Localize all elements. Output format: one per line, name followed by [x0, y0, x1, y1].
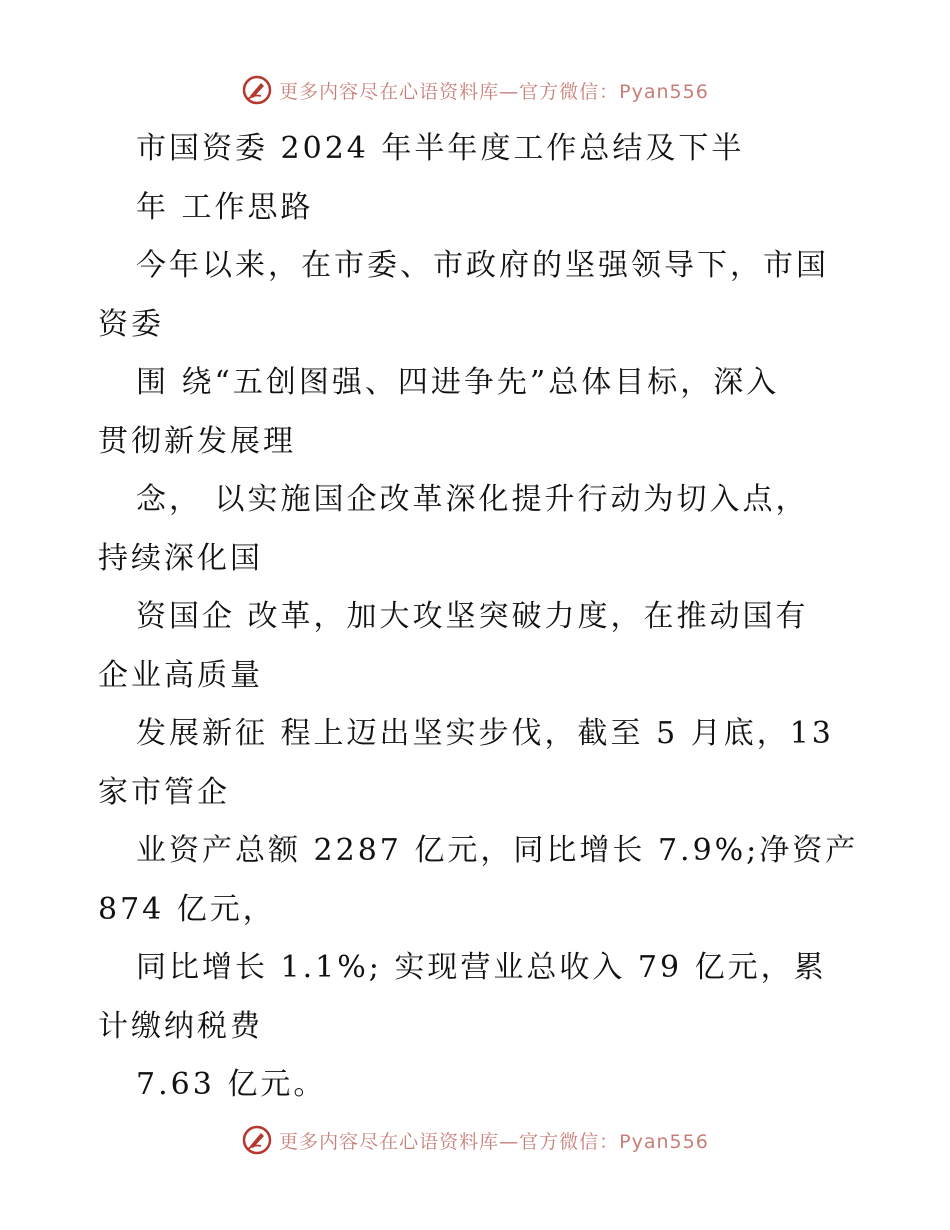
title-line-2: 年 工作思路 — [136, 189, 314, 225]
text-line: 今年以来，在市委、市政府的坚强领导下，市国 — [136, 248, 829, 283]
text-line: 念， 以实施国企改革深化提升行动为切入点， — [136, 482, 809, 517]
text-line: 资委 — [98, 306, 164, 342]
text-line: 家市管企 — [98, 774, 230, 810]
text-line: 企业高质量 — [98, 657, 263, 693]
banner-text: 更多内容尽在心语资料库—官方微信：Pyan556 — [279, 80, 709, 103]
logo-icon — [241, 74, 273, 106]
logo-icon — [241, 1124, 273, 1156]
footer-watermark-banner — [0, 1120, 950, 1160]
title-line-1: 市国资委 2024 年半年度工作总结及下半 — [136, 131, 745, 166]
text-line: 围 绕“五创图强、四进争先”总体目标，深入 — [136, 365, 780, 400]
header-watermark-banner — [0, 70, 950, 110]
text-line: 发展新征 程上迈出坚实步伐，截至 5 月底，13 — [136, 716, 834, 751]
text-line: 资国企 改革，加大攻坚突破力度，在推动国有 — [136, 599, 809, 634]
banner-text: 更多内容尽在心语资料库—官方微信：Pyan556 — [279, 1130, 709, 1153]
text-line: 874 亿元， — [98, 891, 276, 927]
text-line: 7.63 亿元。 — [136, 1067, 327, 1102]
text-line: 贯彻新发展理 — [98, 423, 296, 459]
text-line: 持续深化国 — [98, 540, 263, 576]
text-line: 业资产总额 2287 亿元，同比增长 7.9%;净资产 — [136, 833, 859, 868]
text-line: 计缴纳税费 — [98, 1008, 263, 1044]
document-body — [98, 120, 858, 1115]
text-line: 同比增长 1.1%; 实现营业总收入 79 亿元，累 — [136, 950, 827, 985]
